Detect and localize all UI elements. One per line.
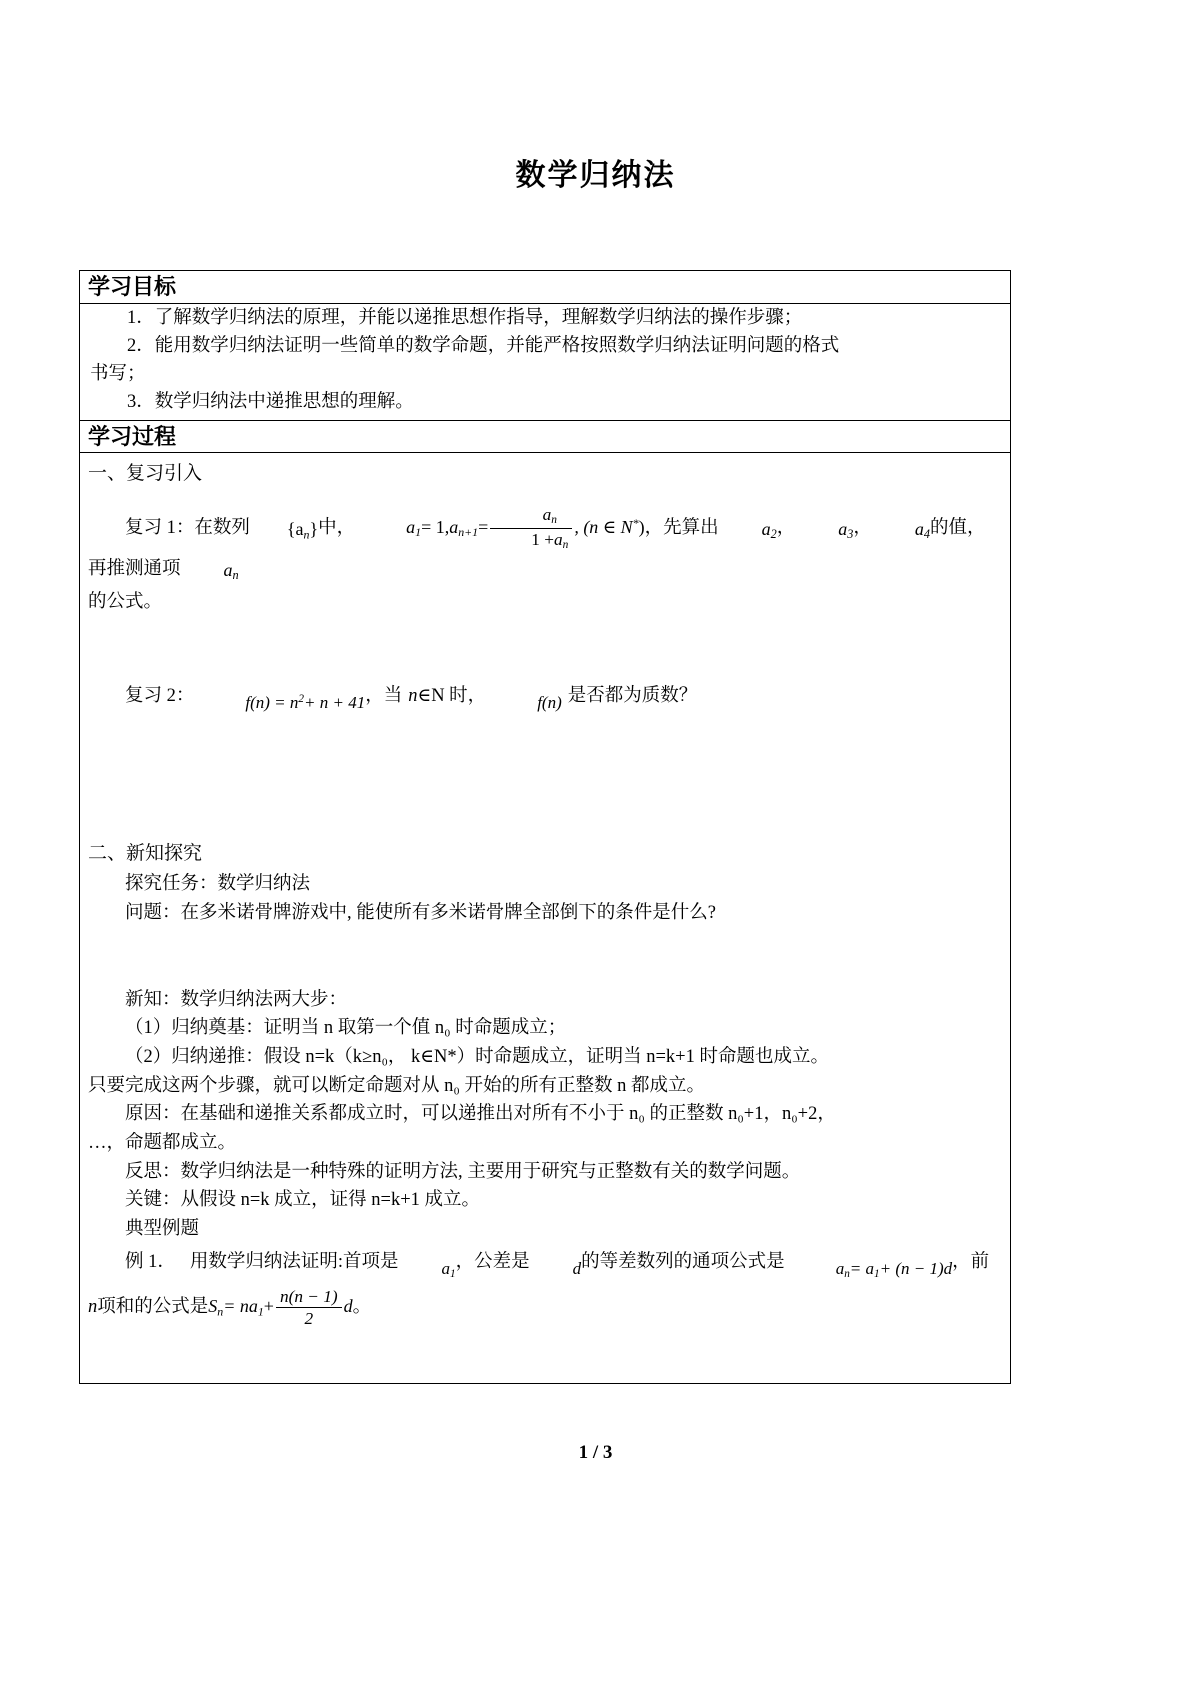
- example1-label: 例 1．: [125, 1251, 176, 1272]
- review1-an: an: [223, 560, 239, 583]
- objective-item-2-wrap: 书写；: [90, 363, 146, 384]
- objective-item-2: 2．能用数学归纳法证明一些简单的数学命题，并能严格按照数学归纳法证明问题的格式: [127, 335, 840, 356]
- review2-text-b: ∈N 时，: [417, 686, 487, 707]
- example1-d: d: [572, 1258, 582, 1278]
- induction-reason: 原因：在基础和递推关系都成立时，可以递推出对所有不小于 n₀ 的正整数 n₀+1，n₀+2，: [125, 1104, 836, 1125]
- example1-text-f: 。: [352, 1296, 372, 1317]
- review1-fraction: [490, 505, 572, 553]
- spacer: [88, 719, 1000, 837]
- explore-question: 问题：在多米诺骨牌游戏中, 能使所有多米诺骨牌全部倒下的条件是什么?: [125, 903, 716, 924]
- typical-examples-heading: 典型例题: [125, 1219, 200, 1240]
- worksheet-table: [79, 270, 1011, 1384]
- spacer: [88, 616, 1000, 680]
- spacer: [88, 928, 1000, 972]
- new-knowledge-heading: 新知：数学归纳法两大步：: [125, 989, 348, 1010]
- explore-task: 探究任务：数学归纳法: [125, 874, 311, 895]
- example1-text-b: ，公差是: [455, 1251, 530, 1272]
- example1-text-e: 项和的公式是: [97, 1296, 209, 1317]
- review1-continuation: 的公式。: [88, 591, 163, 612]
- fraction-numerator: $a_n$: [490, 505, 572, 529]
- example1-general-term-formula: $a_n= a_1+ (n - 1)d$: [835, 1258, 953, 1281]
- objective-item-3: 3．数学归纳法中递推思想的理解。: [127, 391, 414, 412]
- spacer: [88, 491, 1000, 505]
- review1-text-d: 的值，再推测通项: [88, 517, 986, 580]
- process-heading: 学习过程: [88, 423, 177, 450]
- review2-label: 复习 2：: [125, 686, 195, 707]
- fraction-numerator: n(n − 1): [276, 1287, 342, 1309]
- review1-recurrence-formula: $a_1= 1,a_{n+1}=$ $\frac{a_n}{1 +a_n}$ , (n ∈ N*): [406, 504, 645, 552]
- review1-paragraph: 复习 1：在数列 $\{a_n\}$中， $a_1= 1,a_{n+1}=$ $\frac{a_n}{1 +a_n}$ , (n ∈ N*)，先算出 a2， a3， a4的值，再推测通项 an: [88, 505, 1000, 588]
- review2-text-a: ，当: [365, 686, 403, 707]
- review1-a2: a2: [761, 518, 777, 541]
- objectives-heading-band: [80, 271, 1010, 304]
- review2-var-n: n: [408, 686, 418, 707]
- induction-step-2-wrap: 只要完成这两个步骤，就可以断定命题对从 n₀ 开始的所有正整数 n 都成立。: [88, 1075, 705, 1096]
- example1-sum-line: [88, 1286, 1000, 1329]
- section-heading-explore: 二、新知探究: [88, 843, 203, 864]
- section-heading-review: 一、复习引入: [88, 463, 203, 485]
- objectives-heading: 学习目标: [88, 274, 177, 300]
- objectives-band: [80, 304, 1010, 421]
- objectives-body: [80, 304, 1010, 420]
- process-band: [80, 453, 1010, 1383]
- spacer: [88, 972, 1000, 986]
- review2-function-formula: $f(n) = n^2+ n + 41$: [245, 693, 366, 713]
- example1-sum-fraction: [276, 1287, 342, 1330]
- induction-reflection: 反思：数学归纳法是一种特殊的证明方法, 主要用于研究与正整数有关的数学问题。: [125, 1161, 801, 1182]
- example1-sum-formula: $S_n= na_1+$ $\frac{n(n - 1)}{2}$ d: [208, 1286, 353, 1329]
- review1-text-c: ，先算出: [644, 517, 719, 538]
- review1-label: 复习 1：: [125, 517, 195, 538]
- review2-fn: f(n): [537, 693, 562, 713]
- review1-text-a: 在数列: [194, 517, 250, 538]
- review1-text-b: 中，: [318, 517, 356, 538]
- induction-key: 关键：从假设 n=k 成立，证得 n=k+1 成立。: [125, 1190, 481, 1211]
- review2-paragraph: [88, 680, 1000, 719]
- fraction-denominator: 2: [304, 1309, 314, 1329]
- example1-text-d: ，前: [952, 1251, 990, 1272]
- objective-item-1: 1．了解数学归纳法的原理，并能以递推思想作指导，理解数学归纳法的操作步骤；: [127, 307, 803, 328]
- review1-a4: a4: [914, 518, 930, 541]
- induction-step-1: （1）归纳奠基：证明当 n 取第一个值 n₀ 时命题成立；: [125, 1018, 567, 1039]
- page-footer: 1 / 3: [578, 1442, 613, 1463]
- review1-a3: a3: [838, 518, 854, 541]
- induction-reason-wrap: …，命题都成立。: [88, 1133, 237, 1154]
- process-body: [80, 453, 1010, 1383]
- review1-sequence: $\{a_n\}$: [286, 518, 319, 541]
- example1-text-a: 用数学归纳法证明:首项是: [189, 1251, 399, 1272]
- example1-n-var: n: [88, 1296, 98, 1317]
- example1-a1: $a_1$: [441, 1258, 456, 1281]
- page-title: 数学归纳法: [515, 158, 676, 193]
- process-heading-band: [80, 421, 1010, 454]
- example1-paragraph: [88, 1244, 1000, 1286]
- fraction-denominator: $1 +a_n$: [531, 530, 569, 552]
- example1-text-c: 的等差数列的通项公式是: [581, 1251, 785, 1272]
- induction-step-2: （2）归纳递推：假设 n=k（k≥n₀， k∈N*）时命题成立，证明当 n=k+1 时命题也成立。: [125, 1047, 829, 1068]
- review2-text-c: 是否都为质数？: [567, 686, 698, 707]
